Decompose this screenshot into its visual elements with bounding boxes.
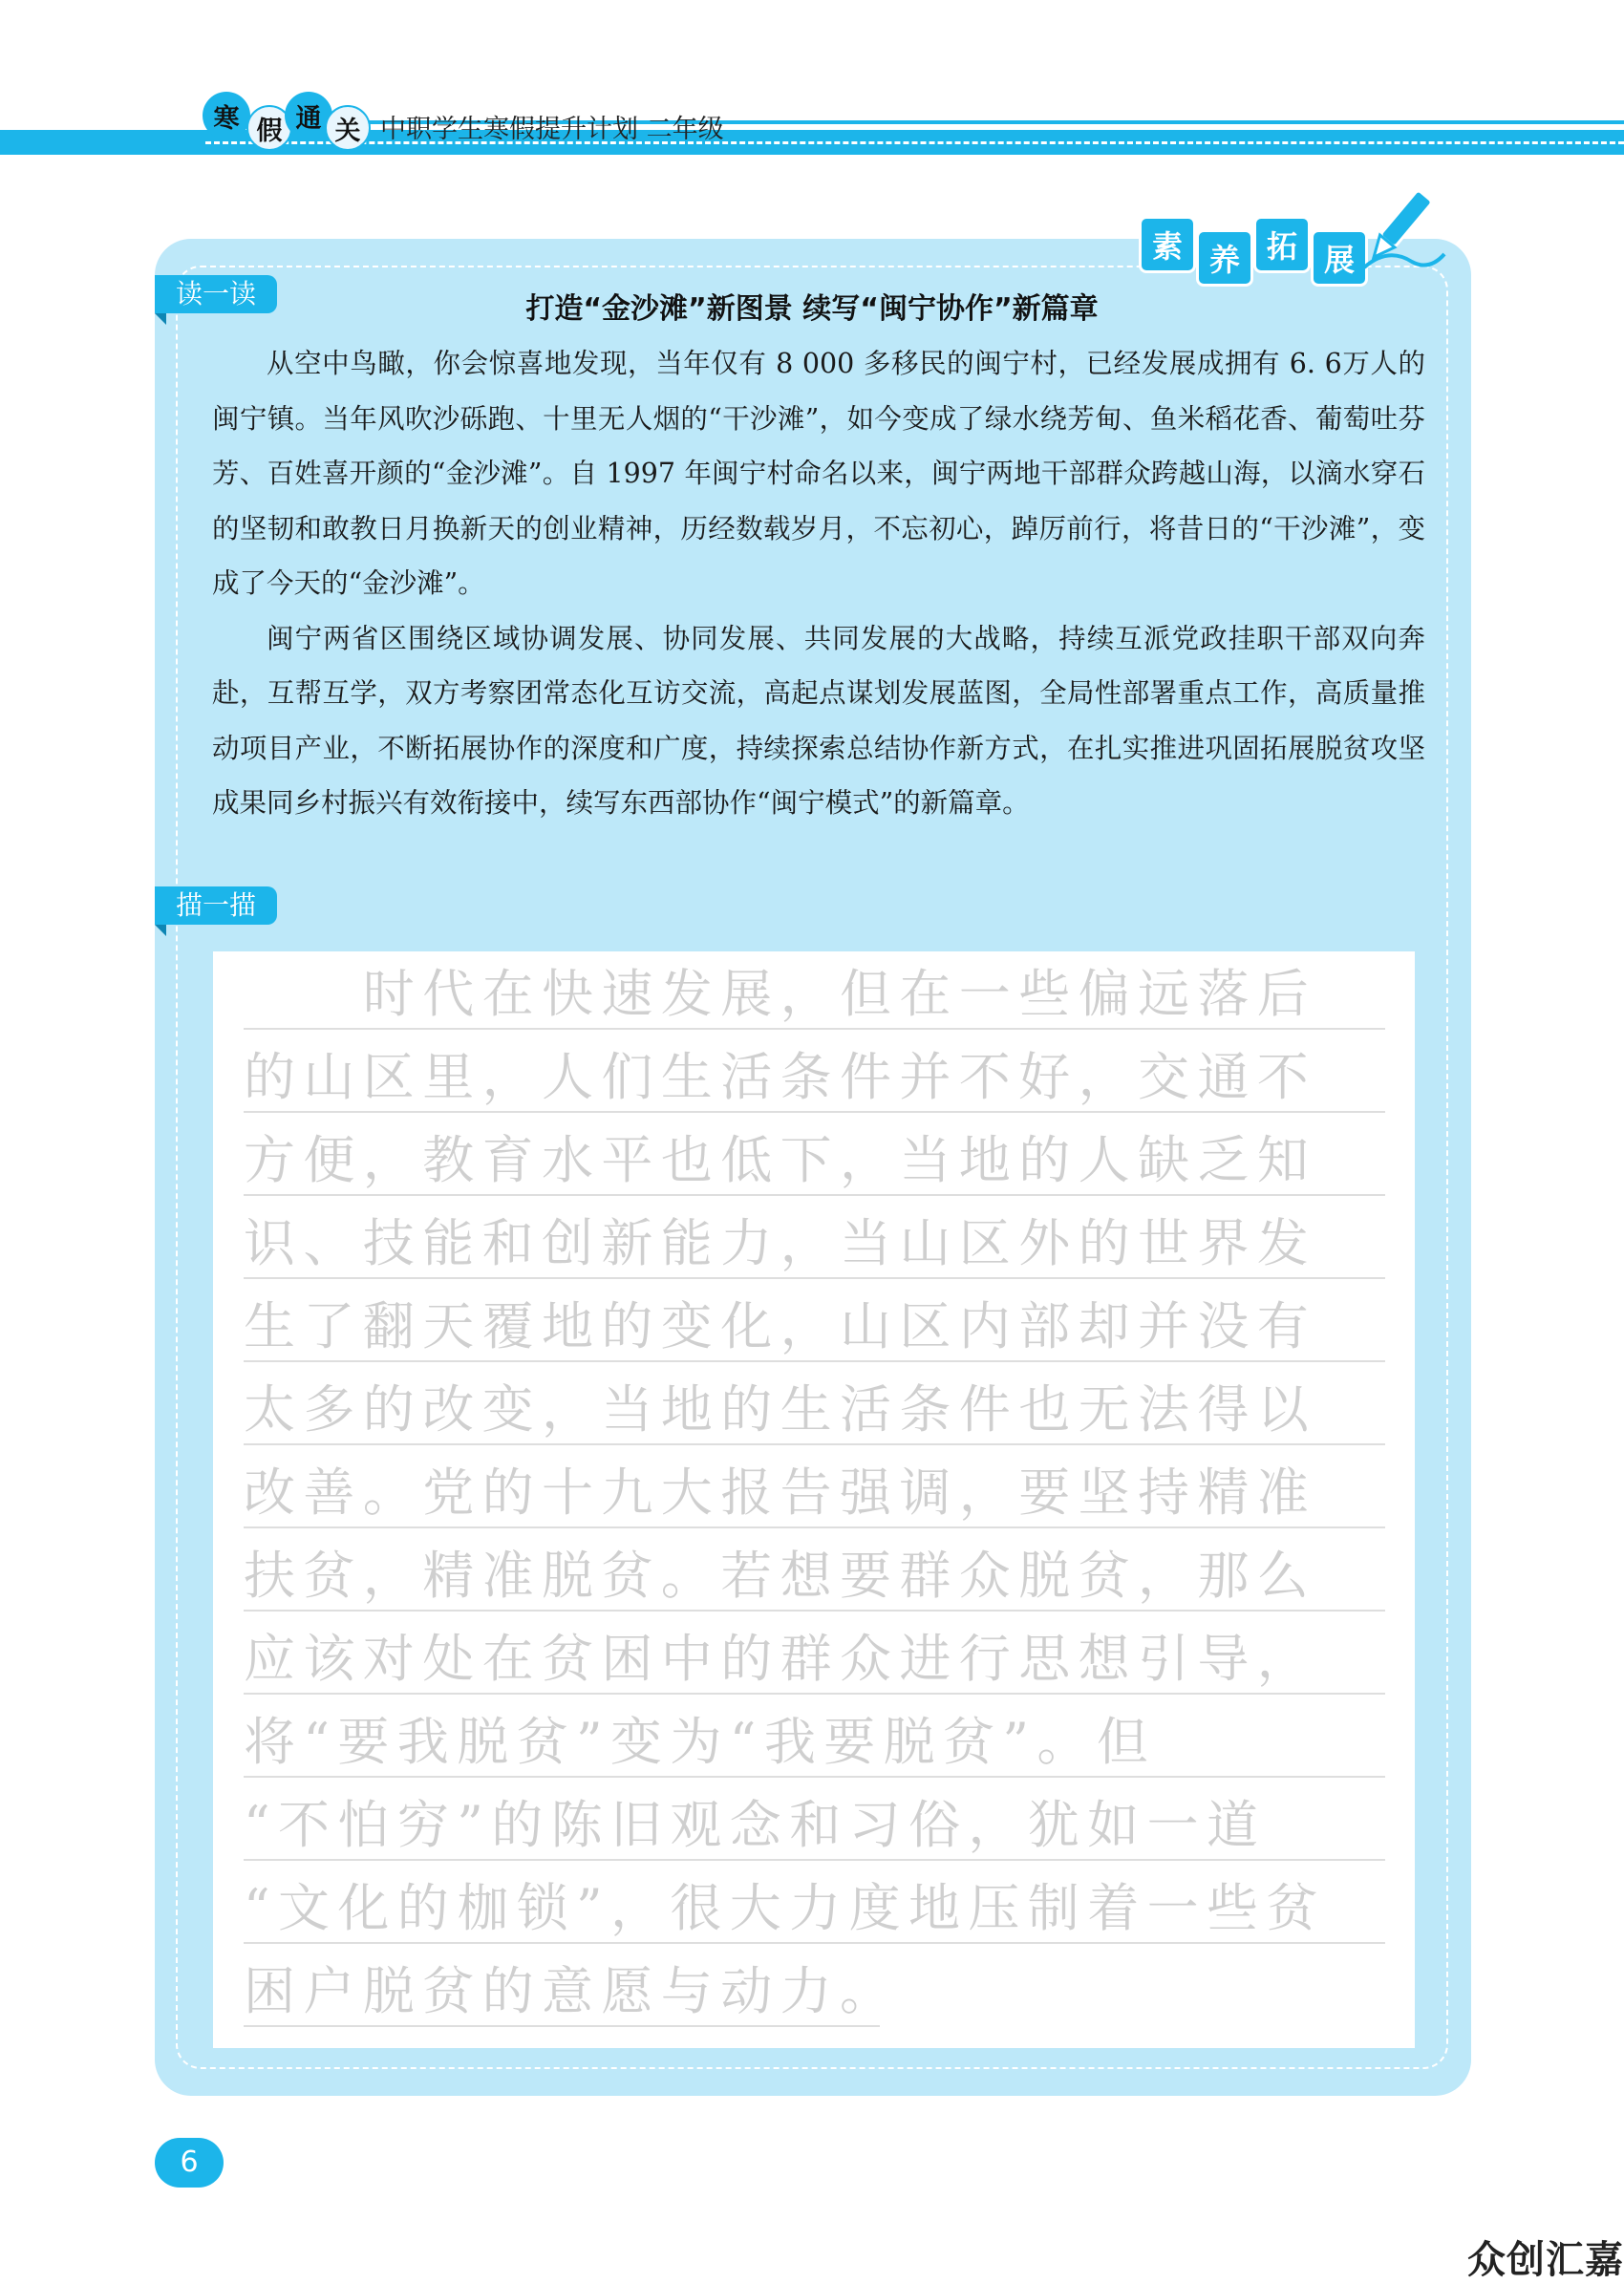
section-badge-char-4: 展 bbox=[1311, 229, 1368, 287]
trace-section-label: 描一描 bbox=[155, 886, 277, 925]
trace-line-5: 生了翻天覆地的变化，山区内部却并没有 bbox=[244, 1293, 1385, 1362]
trace-line-13: 困户脱贫的意愿与动力。 bbox=[244, 1958, 880, 2027]
article-body bbox=[212, 336, 1425, 831]
page-number: 6 bbox=[155, 2138, 224, 2188]
trace-line-4: 识、技能和创新能力，当山区外的世界发 bbox=[244, 1210, 1385, 1279]
trace-line-12: “文化的枷锁”，很大力度地压制着一些贫 bbox=[244, 1875, 1385, 1944]
trace-line-8: 扶贫，精准脱贫。若想要群众脱贫，那么 bbox=[244, 1543, 1385, 1612]
trace-line-1: 时代在快速发展，但在一些偏远落后 bbox=[244, 961, 1385, 1030]
article-title: 打造“金沙滩”新图景 续写“闽宁协作”新篇章 bbox=[525, 292, 1099, 326]
trace-line-2: 的山区里，人们生活条件并不好，交通不 bbox=[244, 1044, 1385, 1113]
trace-line-7: 改善。党的十九大报告强调，要坚持精准 bbox=[244, 1460, 1385, 1528]
read-section-label: 读一读 bbox=[155, 275, 277, 313]
trace-line-3: 方便，教育水平也低下，当地的人缺乏知 bbox=[244, 1127, 1385, 1196]
watermark: 众创汇嘉 bbox=[1467, 2238, 1624, 2282]
trace-line-9: 应该对处在贫困中的群众进行思想引导， bbox=[244, 1626, 1385, 1695]
article-paragraph-2: 闽宁两省区围绕区域协调发展、协同发展、共同发展的大战略，持续互派党政挂职干部双向奔赴，互帮互学，双方考察团常态化互访交流，高起点谋划发展蓝图，全局性部署重点工作，高质量推动项目产业，不断拓展协作的深度和广度，持续探索总结协作新方式，在扎实推进巩固拓展脱贫攻坚成果同乡村振兴有效衔接中，续写东西部协作“闽宁模式”的新篇章。 bbox=[212, 622, 1425, 819]
section-badge-char-3: 拓 bbox=[1253, 216, 1311, 273]
pencil-icon bbox=[1345, 180, 1450, 275]
section-badge-char-2: 养 bbox=[1196, 229, 1253, 287]
page-header bbox=[0, 0, 1624, 162]
trace-line-11: “不怕穷”的陈旧观念和习俗，犹如一道 bbox=[244, 1792, 1385, 1861]
article-paragraph-1: 从空中鸟瞰，你会惊喜地发现，当年仅有 8 000 多移民的闽宁村，已经发展成拥有 6. 6万人的闽宁镇。当年风吹沙砾跑、十里无人烟的“干沙滩”，如今变成了绿水绕芳甸、鱼米稻花香、葡萄吐芬芳、百姓喜开颜的“金沙滩”。自 1997 年闽宁村命名以来，闽宁两地干部群众跨越山海，以滴水穿石的坚韧和敢教日月换新天的创业精神，历经数载岁月，不忘初心，踔厉前行，将昔日的“干沙滩”，变成了今天的“金沙滩”。 bbox=[212, 348, 1425, 599]
header-badge-1: 寒 bbox=[203, 92, 250, 139]
trace-line-6: 太多的改变，当地的生活条件也无法得以 bbox=[244, 1377, 1385, 1445]
tracing-practice-area bbox=[213, 951, 1415, 2048]
header-badge-4: 关 bbox=[325, 105, 371, 151]
header-badge-3: 通 bbox=[285, 92, 332, 139]
trace-line-10: 将“要我脱贫”变为“我要脱贫”。但 bbox=[244, 1709, 1385, 1778]
header-badge-2: 假 bbox=[246, 105, 292, 151]
section-badge-char-1: 素 bbox=[1139, 216, 1196, 273]
header-title: 中职学生寒假提升计划 二年级 bbox=[380, 115, 724, 144]
